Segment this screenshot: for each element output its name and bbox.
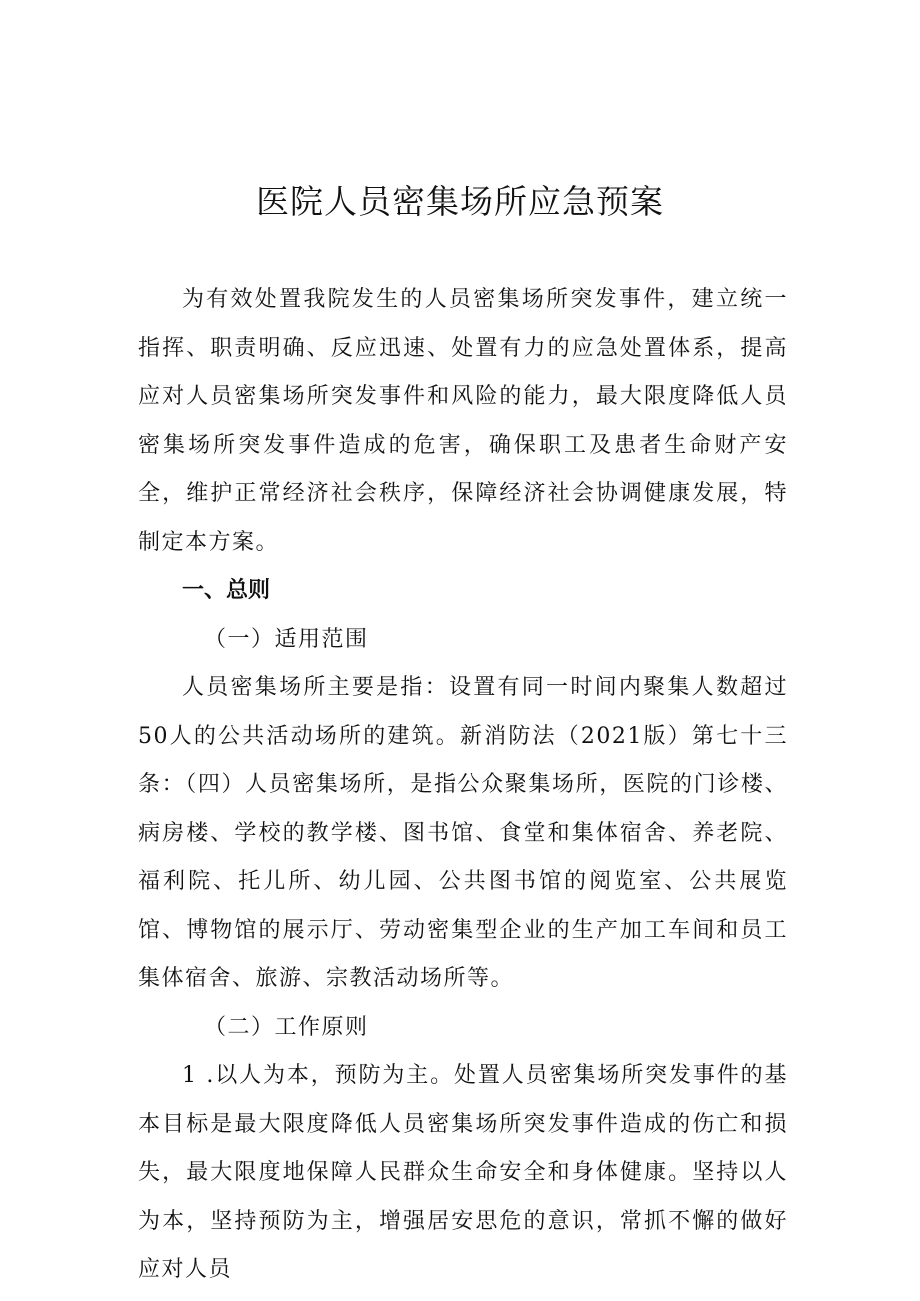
intro-paragraph: 为有效处置我院发生的人员密集场所突发事件，建立统一指挥、职责明确、反应迅速、处置有力的应急处置体系，提高应对人员密集场所突发事件和风险的能力，最大限度降低人员密集场所突发事件造成的危害，确保职工及患者生命财产安全，维护正常经济社会秩序，保障经济社会协调健康发展，特制定本方案。 — [138, 287, 788, 555]
subsection-heading-principles: （二）工作原则 — [204, 1014, 369, 1040]
section-heading-general: 一、总则 — [182, 578, 271, 603]
subsection-heading-scope: （一）适用范围 — [204, 626, 369, 652]
document-body — [138, 276, 788, 1295]
scope-paragraph: 人员密集场所主要是指：设置有同一时间内聚集人数超过50人的公共活动场所的建筑。新消防法（2021版）第七十三条：（四）人员密集场所，是指公众聚集场所，医院的门诊楼、病房楼、学校的教学楼、图书馆、食堂和集体宿舍、养老院、福利院、托儿所、幼儿园、公共图书馆的阅览室、公共展览馆、博物馆的展示厅、劳动密集型企业的生产加工车间和员工集体宿舍、旅游、宗教活动场所等。 — [138, 675, 788, 991]
document-title: 医院人员密集场所应急预案 — [256, 182, 664, 221]
principle-paragraph: 1 .以人为本，预防为主。处置人员密集场所突发事件的基本目标是最大限度降低人员密集场所突发事件造成的伤亡和损失，最大限度地保障人民群众生命安全和身体健康。坚持以人为本，坚持预防为主，增强居安思危的意识，常抓不懈的做好应对人员 — [138, 1063, 788, 1282]
